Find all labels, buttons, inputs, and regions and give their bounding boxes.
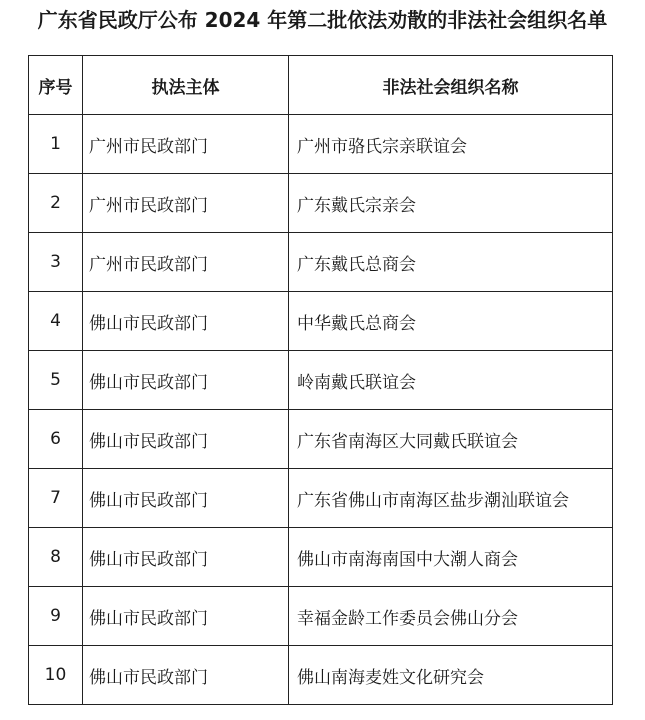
row-organization-cell: 广东戴氏宗亲会 bbox=[289, 174, 613, 233]
header-seq: 序号 bbox=[29, 56, 83, 115]
table-row bbox=[29, 174, 613, 233]
row-organization-cell: 幸福金龄工作委员会佛山分会 bbox=[289, 587, 613, 646]
row-organization-cell: 中华戴氏总商会 bbox=[289, 292, 613, 351]
row-organization-cell: 佛山市南海南国中大潮人商会 bbox=[289, 528, 613, 587]
row-organization-cell: 佛山南海麦姓文化研究会 bbox=[289, 646, 613, 705]
row-organization-cell: 广东戴氏总商会 bbox=[289, 233, 613, 292]
row-organization-cell: 广州市骆氏宗亲联谊会 bbox=[289, 115, 613, 174]
row-seq-cell: 7 bbox=[29, 469, 83, 528]
row-seq-cell: 4 bbox=[29, 292, 83, 351]
row-authority-cell: 佛山市民政部门 bbox=[83, 646, 289, 705]
row-authority-cell: 佛山市民政部门 bbox=[83, 469, 289, 528]
document-title: 广东省民政厅公布 2024 年第二批依法劝散的非法社会组织名单 bbox=[37, 8, 608, 32]
row-authority-cell: 广州市民政部门 bbox=[83, 174, 289, 233]
row-seq-cell: 10 bbox=[29, 646, 83, 705]
header-authority: 执法主体 bbox=[83, 56, 289, 115]
row-seq-cell: 6 bbox=[29, 410, 83, 469]
row-seq-cell: 1 bbox=[29, 115, 83, 174]
row-authority-cell: 广州市民政部门 bbox=[83, 233, 289, 292]
row-organization-cell: 岭南戴氏联谊会 bbox=[289, 351, 613, 410]
row-authority-cell: 佛山市民政部门 bbox=[83, 410, 289, 469]
row-seq-cell: 9 bbox=[29, 587, 83, 646]
header-organization: 非法社会组织名称 bbox=[289, 56, 613, 115]
row-seq-cell: 5 bbox=[29, 351, 83, 410]
row-authority-cell: 佛山市民政部门 bbox=[83, 351, 289, 410]
table-row bbox=[29, 528, 613, 587]
table-row bbox=[29, 233, 613, 292]
row-organization-cell: 广东省佛山市南海区盐步潮汕联谊会 bbox=[289, 469, 613, 528]
row-seq-cell: 2 bbox=[29, 174, 83, 233]
table-row bbox=[29, 646, 613, 705]
row-authority-cell: 佛山市民政部门 bbox=[83, 528, 289, 587]
row-authority-cell: 佛山市民政部门 bbox=[83, 587, 289, 646]
table-row bbox=[29, 115, 613, 174]
table-row bbox=[29, 292, 613, 351]
table-row bbox=[29, 410, 613, 469]
row-authority-cell: 广州市民政部门 bbox=[83, 115, 289, 174]
illegal-organizations-table bbox=[28, 55, 613, 705]
row-seq-cell: 3 bbox=[29, 233, 83, 292]
row-seq-cell: 8 bbox=[29, 528, 83, 587]
row-organization-cell: 广东省南海区大同戴氏联谊会 bbox=[289, 410, 613, 469]
table-header-row bbox=[29, 56, 613, 115]
row-authority-cell: 佛山市民政部门 bbox=[83, 292, 289, 351]
table-row bbox=[29, 351, 613, 410]
table-row bbox=[29, 469, 613, 528]
table-row bbox=[29, 587, 613, 646]
